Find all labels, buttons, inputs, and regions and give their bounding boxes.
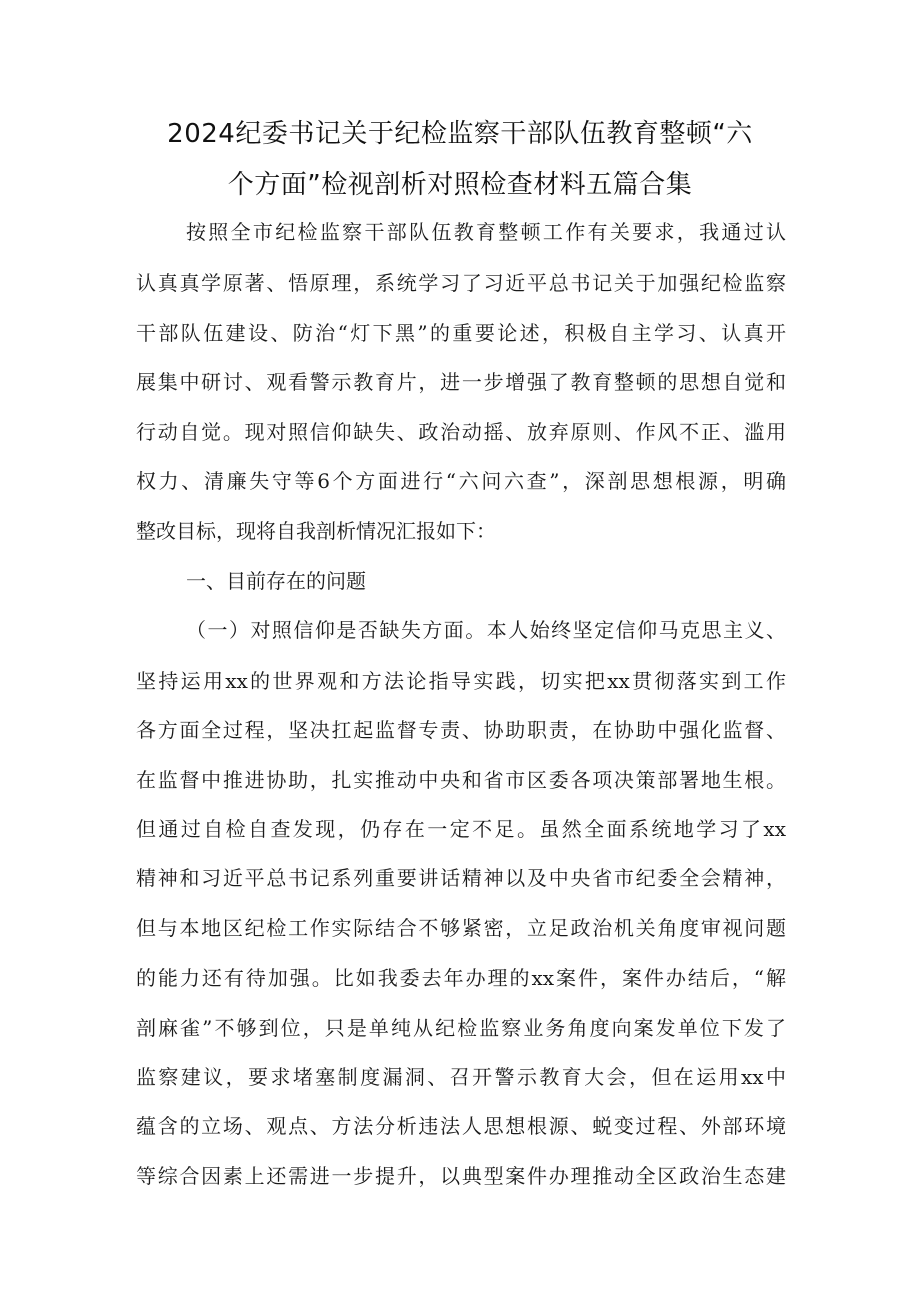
body-line: 坚持运用xx的世界观和方法论指导实践，切实把xx贯彻落实到工作 xyxy=(136,669,786,693)
body-line: 但与本地区纪检工作实际结合不够紧密，立足政治机关角度审视问题 xyxy=(136,916,786,940)
body-line: 蕴含的立场、观点、方法分析违法人思想根源、蜕变过程、外部环境 xyxy=(136,1114,786,1138)
section-heading: 一、目前存在的问题 xyxy=(186,569,366,593)
intro-line: 认真真学原著、悟原理，系统学习了习近平总书记关于加强纪检监察 xyxy=(136,271,786,295)
body-line: 的能力还有待加强。比如我委去年办理的xx案件，案件办结后，“解 xyxy=(136,966,786,990)
body-line: 在监督中推进协助，扎实推动中央和省市区委各项决策部署地生根。 xyxy=(136,768,786,792)
intro-line: 干部队伍建设、防治“灯下黑”的重要论述，积极自主学习、认真开 xyxy=(136,321,786,345)
intro-line: 展集中研讨、观看警示教育片，进一步增强了教育整顿的思想自觉和 xyxy=(136,370,786,394)
document-title-line-1: 2024纪委书记关于纪检监察干部队伍教育整顿“六 xyxy=(167,119,753,149)
body-line: 各方面全过程，坚决扛起监督专责、协助职责，在协助中强化监督、 xyxy=(136,718,786,742)
intro-line: 按照全市纪检监察干部队伍教育整顿工作有关要求，我通过认 xyxy=(186,220,786,244)
intro-line: 权力、清廉失守等6个方面进行“六问六查”，深剖思想根源，明确 xyxy=(136,469,786,493)
body-line: （一）对照信仰是否缺失方面。本人始终坚定信仰马克思主义、 xyxy=(186,618,786,642)
body-line: 精神和习近平总书记系列重要讲话精神以及中央省市纪委全会精神， xyxy=(136,866,786,890)
intro-line: 整改目标，现将自我剖析情况汇报如下： xyxy=(136,519,496,543)
document-title-line-2: 个方面”检视剖析对照检查材料五篇合集 xyxy=(227,170,693,200)
body-line: 但通过自检自查发现，仍存在一定不足。虽然全面系统地学习了xx xyxy=(136,817,786,841)
body-line: 监察建议，要求堵塞制度漏洞、召开警示教育大会，但在运用xx中 xyxy=(136,1065,786,1089)
body-line: 剖麻雀”不够到位，只是单纯从纪检监察业务角度向案发单位下发了 xyxy=(136,1016,786,1040)
intro-line: 行动自觉。现对照信仰缺失、政治动摇、放弃原则、作风不正、滥用 xyxy=(136,420,786,444)
body-line: 等综合因素上还需进一步提升，以典型案件办理推动全区政治生态建 xyxy=(136,1164,786,1188)
